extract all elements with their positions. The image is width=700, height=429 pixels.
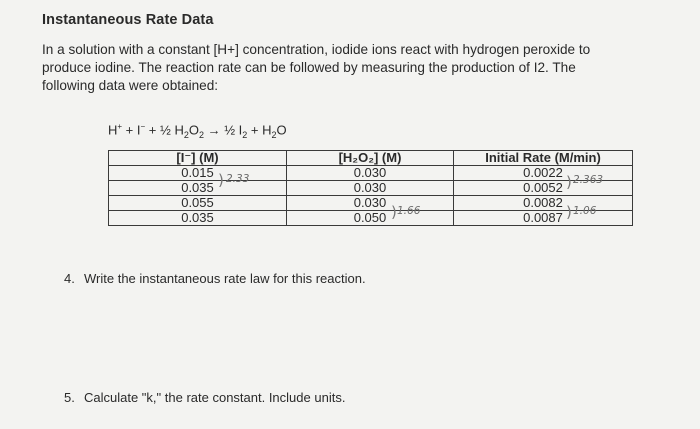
intro-line: produce iodine. The reaction rate can be followed by measuring the production of I2. The (42, 60, 576, 75)
handwritten-brace: ) (218, 171, 224, 189)
table-header-row (109, 151, 633, 166)
header-initial-rate: Initial Rate (M/min) (454, 151, 633, 166)
table-cell: 0.0022 (454, 166, 633, 181)
question-text: Calculate "k," the rate constant. Include units. (84, 390, 346, 405)
question-number: 5. (64, 390, 75, 405)
handwritten-ratio-peroxide: 1.66 (397, 205, 421, 217)
table-cell: 0.050 (287, 211, 454, 226)
intro-line: following data were obtained: (42, 78, 219, 93)
handwritten-brace: ) (391, 203, 397, 221)
table-cell: 0.030 (287, 196, 454, 211)
table-row (109, 196, 633, 211)
handwritten-brace: ) (566, 203, 572, 221)
table-cell: 0.0052 (454, 181, 633, 196)
header-peroxide: [H₂O₂] (M) (287, 151, 454, 166)
table-cell: 0.035 (109, 181, 287, 196)
table-cell: 0.030 (287, 181, 454, 196)
table-cell: 0.0082 (454, 196, 633, 211)
table-row (109, 181, 633, 196)
question-text: Write the instantaneous rate law for this reaction. (84, 271, 366, 286)
table-cell: 0.055 (109, 196, 287, 211)
table-cell: 0.0087 (454, 211, 633, 226)
handwritten-ratio-rate-a: 2.363 (573, 174, 604, 186)
reaction-equation: H+ + I− + ½ $H_2O_2$ → ½ $I_2 + H_2O$ (108, 122, 287, 140)
question-4 (64, 271, 366, 286)
page-title: Instantaneous Rate Data (42, 12, 214, 28)
intro-line: In a solution with a constant [H+] concentration, iodide ions react with hydrogen peroxide to (42, 42, 591, 57)
table-cell: 0.035 (109, 211, 287, 226)
handwritten-brace: ) (566, 173, 572, 191)
table-cell: 0.030 (287, 166, 454, 181)
question-number: 4. (64, 271, 75, 286)
table-row (109, 166, 633, 181)
rate-data-table (108, 150, 633, 226)
handwritten-ratio-iodide: 2.33 (226, 173, 250, 185)
question-5 (64, 390, 345, 405)
table-cell: 0.015 (109, 166, 287, 181)
header-iodide: [I⁻] (M) (109, 151, 287, 166)
intro-paragraph (42, 41, 622, 95)
handwritten-ratio-rate-b: 1.06 (573, 205, 597, 217)
table-row (109, 211, 633, 226)
